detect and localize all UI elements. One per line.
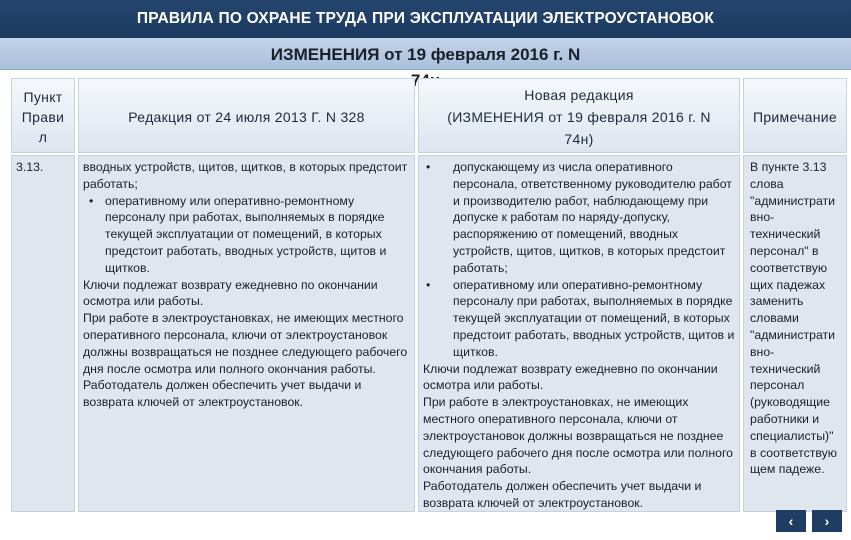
header-punkt [11, 78, 75, 153]
chevron-right-icon: › [824, 513, 830, 529]
old-text-p1: вводных устройств, щитов, щитков, в которых предстоит работать; [83, 160, 408, 191]
header-old-edition: Редакция от 24 июля 2013 Г. N 328 [78, 78, 415, 153]
page-title: ПРАВИЛА ПО ОХРАНЕ ТРУДА ПРИ ЭКСПЛУАТАЦИИ ЭЛЕКТРОУСТАНОВОК [136, 10, 715, 27]
old-text-p3: При работе в электроустановках, не имеющих местного оперативного персонала, ключи от электроустановок должны возвращаться не позднее следующего рабочего дня после осмотра или полного окончания работы. [83, 311, 408, 376]
column-new-edition [418, 78, 740, 512]
header-new-edition [418, 78, 740, 153]
column-old-edition [78, 78, 415, 512]
subtitle-line-1: ИЗМЕНЕНИЯ от 19 февраля 2016 г. N [270, 45, 581, 64]
new-bullet-2: • оперативному или оперативно-ремонтному [423, 277, 736, 294]
old-bullet-1: • оперативному или оперативно-ремонтному [83, 193, 411, 210]
header-new-line: (ИЗМЕНЕНИЯ от 19 февраля 2016 г. N [447, 109, 711, 125]
chevron-left-icon: ‹ [788, 513, 794, 529]
new-text-p2: Ключи подлежат возврату ежедневно по окончании осмотра или работы. [423, 361, 718, 393]
page-title-bar [0, 0, 851, 38]
cell-old-edition [78, 155, 415, 512]
punkt-number: 3.13. [16, 160, 44, 174]
header-punkt-line: Пункт [23, 89, 63, 105]
new-text-p4: Работодатель должен обеспечить учет выдачи и возврата ключей от электроустановок. [423, 479, 702, 510]
cell-new-edition [418, 155, 740, 512]
prev-slide-button[interactable] [776, 510, 806, 532]
old-bullet-1-cont: персоналу при работах, выполняемых в порядке текущей эксплуатации от помещений, в которых предстоит работать, вводных устройств, щитов и щитков. [105, 210, 387, 275]
old-text-p2: Ключи подлежат возврату ежедневно по окончании осмотра или работы. [83, 277, 378, 309]
new-bullet-2-cont: персоналу при работах, выполняемых в порядке текущей эксплуатации от помещений, в которых предстоит работать, вводных устройств, щитов и щитков. [453, 294, 735, 359]
header-new-line: 74н) [564, 131, 594, 147]
comparison-table [11, 78, 847, 512]
header-note: Примечание [743, 78, 847, 153]
column-punkt [11, 78, 75, 512]
next-slide-button[interactable] [812, 510, 842, 532]
subtitle [0, 42, 851, 76]
old-text-p4: Работодатель должен обеспечить учет выдачи и возврата ключей от электроустановок. [83, 378, 362, 410]
cell-note: В пункте 3.13 слова "администрати вно-технический персонал" в соответствую щих падежах заменить словами "администрати вно-технический персонал (руководящие работники и специалисты)" в соответствую щем падеже. [743, 155, 847, 512]
column-note [743, 78, 847, 512]
new-bullet-1-cont: персонала, ответственному руководителю работ и производителю работ, наблюдающему при допуске к работам по наряду-допуску, распоряжению от помещений, вводных устройств, щитов, щитков, в которых предстоит работать; [453, 176, 732, 275]
header-punkt-line: Прави [21, 109, 65, 125]
header-new-line: Новая редакция [524, 87, 634, 103]
header-punkt-line: л [38, 129, 48, 145]
new-bullet-1: • допускающему из числа оперативного [423, 159, 736, 176]
cell-punkt [11, 155, 75, 512]
new-text-p3: При работе в электроустановках, не имеющих местного оперативного персонала, ключи от электроустановок должны возвращаться не позднее следующего рабочего дня после осмотра или полного окончания работы. [423, 395, 734, 477]
